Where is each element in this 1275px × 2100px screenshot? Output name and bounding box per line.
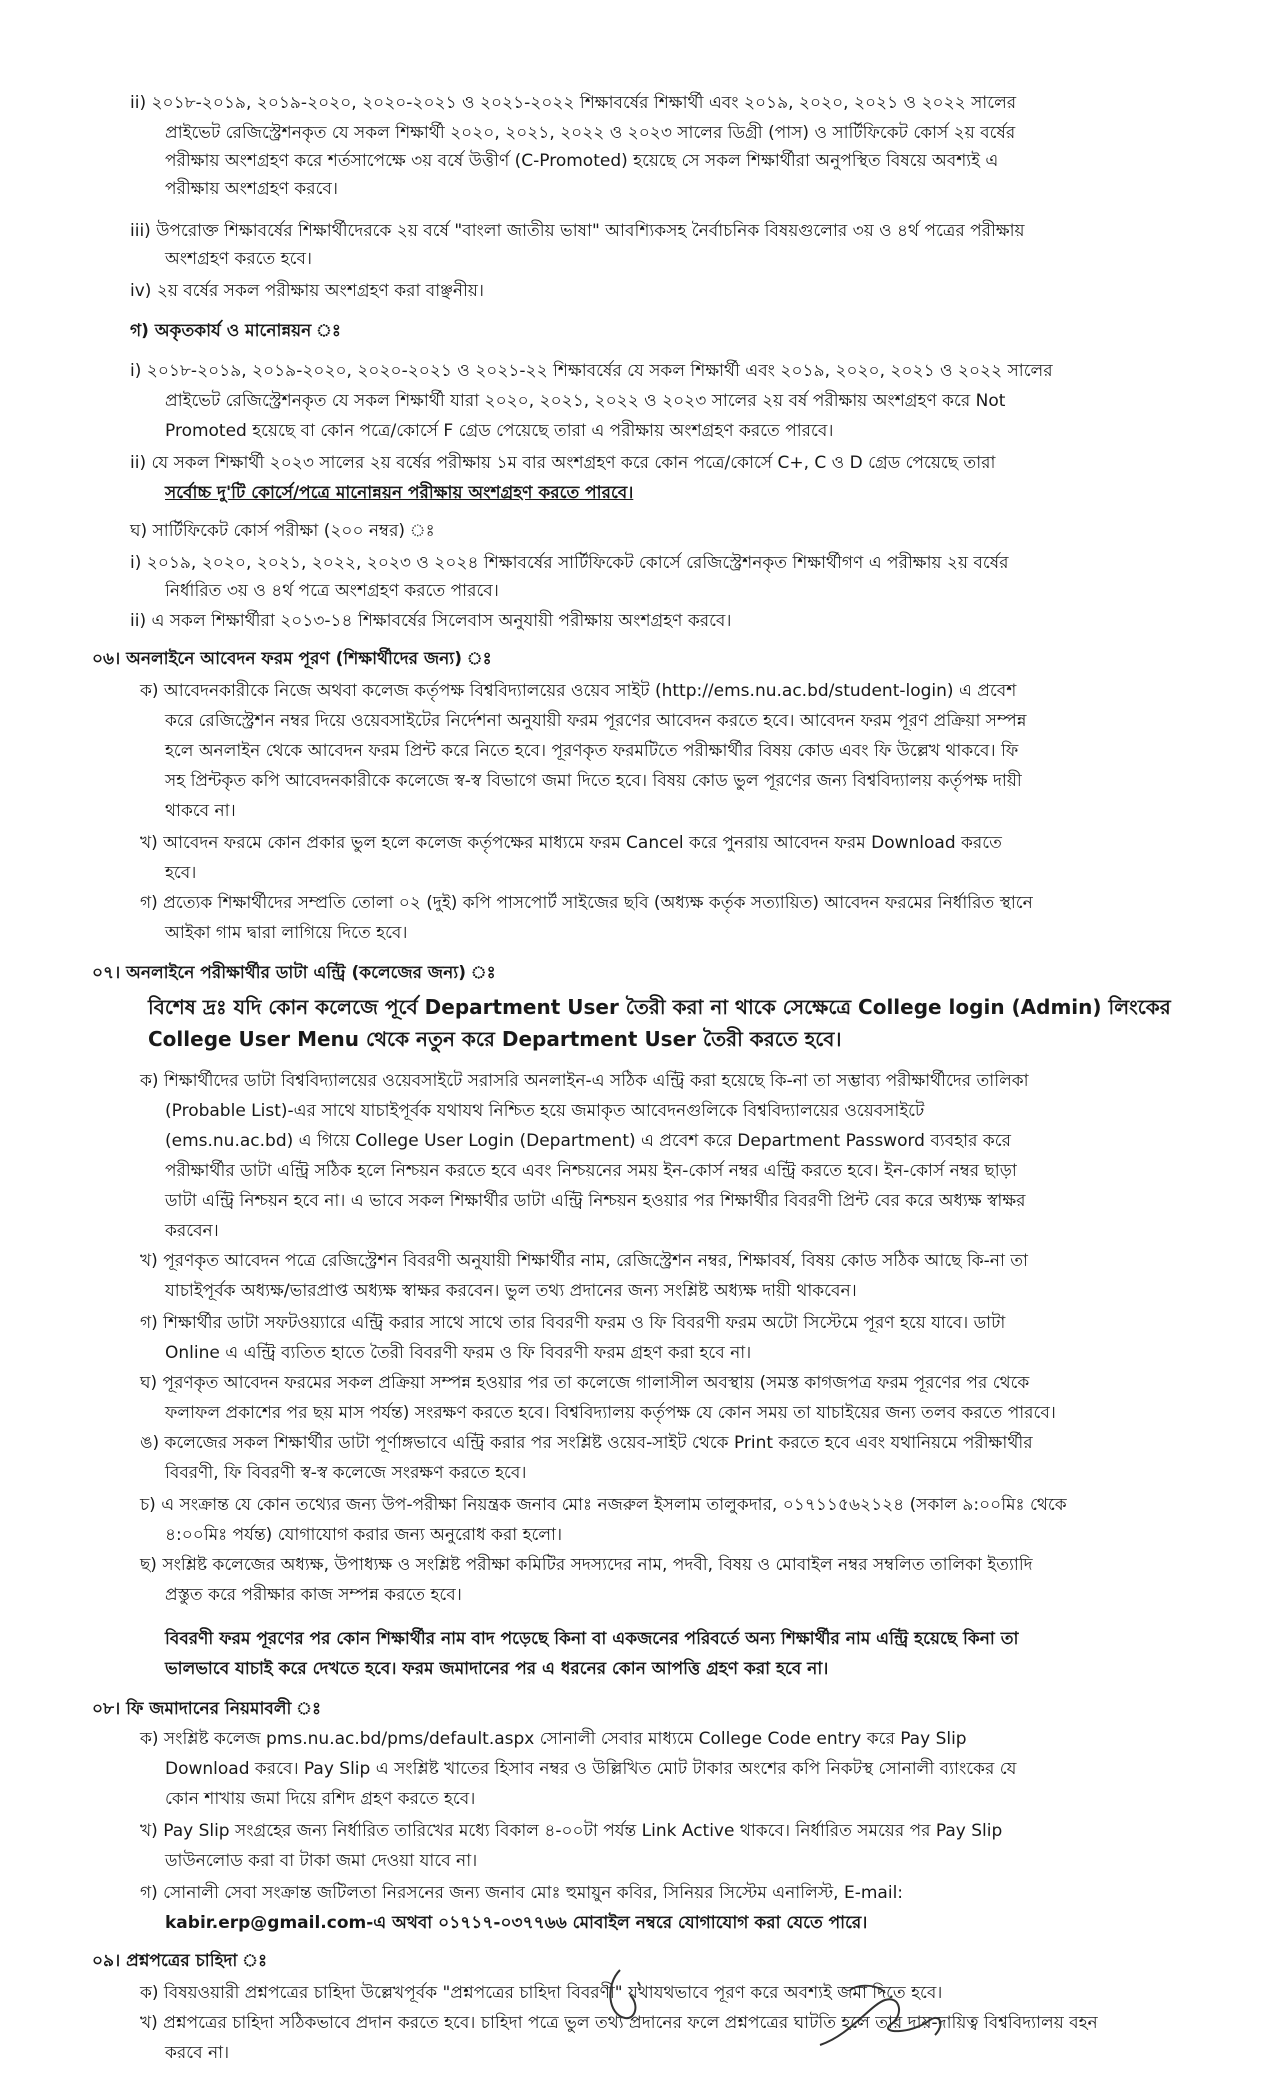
text-line: যাচাইপূর্বক অধ্যক্ষ/ভারপ্রাপ্ত অধ্যক্ষ স্বাক্ষর করবেন। ভুল তথ্য প্রদানের জন্য সংশ্লিষ্ট অধ্যক্ষ দায়ী থাকবেন। [165, 1281, 857, 1301]
text-line: ছ) সংশ্লিষ্ট কলেজের অধ্যক্ষ, উপাধ্যক্ষ ও সংশ্লিষ্ট পরীক্ষা কমিটির সদস্যদের নাম, পদবী, বিষয় ও মোবাইল নম্বর সম্বলিত তালিকা ইত্যাদি [140, 1555, 1033, 1575]
text-line: পরীক্ষার্থীর ডাটা এন্ট্রি সঠিক হলে নিশ্চয়ন করতে হবে এবং নিশ্চয়নের সময় ইন-কোর্স নম্বর এন্ট্রি করতে হবে। ইন-কোর্স নম্বর ছাড়া [165, 1161, 1017, 1181]
text-line: পরীক্ষায় অংশগ্রহণ করে শর্তসাপেক্ষে ৩য় বর্ষে উত্তীর্ণ (C-Promoted) হয়েছে সে সকল শিক্ষার্থীরা অনুপস্থিত বিষয়ে অবশ্যই এ [165, 151, 999, 171]
text-line: ঘ) পূরণকৃত আবেদন ফরমের সকল প্রক্রিয়া সম্পন্ন হওয়ার পর তা কলেজে গালাসীল অবস্থায় (সমস্ত কাগজপত্র ফরম পূরণের পর থেকে [140, 1373, 1030, 1393]
text-line: ii) এ সকল শিক্ষার্থীরা ২০১৩-১৪ শিক্ষাবর্ষের সিলেবাস অনুযায়ী পরীক্ষায় অংশগ্রহণ করবে। [130, 611, 732, 631]
text-line: করে রেজিস্ট্রেশন নম্বর দিয়ে ওয়েবসাইটের নির্দেশনা অনুযায়ী ফরম পূরণের আবেদন করতে হবে। আবেদন ফরম পূরণ প্রক্রিয়া সম্পন্ন [165, 711, 1027, 731]
text-line: কোন শাখায় জমা দিয়ে রশিদ গ্রহণ করতে হবে। [165, 1789, 476, 1809]
text-line: খ) Pay Slip সংগ্রহের জন্য নির্ধারিত তারিখের মধ্যে বিকাল ৪-০০টা পর্যন্ত Link Active থাকবে। নির্ধারিত সময়ের পর Pay Slip [140, 1821, 1003, 1841]
text-line: ক) বিষয়ওয়ারী প্রশ্নপত্রের চাহিদা উল্লেখপূর্বক "প্রশ্নপত্রের চাহিদা বিবরণী" যথাযথভাবে পূরণ করে অবশ্যই জমা দিতে হবে। [140, 1983, 943, 2003]
text-line: ঘ) সার্টিফিকেট কোর্স পরীক্ষা (২০০ নম্বর) ঃ [130, 521, 435, 541]
text-line: করবেন। [165, 1221, 219, 1241]
text-line: i) ২০১৯, ২০২০, ২০২১, ২০২২, ২০২৩ ও ২০২৪ শিক্ষাবর্ষের সার্টিফিকেট কোর্সে রেজিস্ট্রেশনকৃত শিক্ষার্থীগণ এ পরীক্ষায় ২য় বর্ষের [130, 553, 1009, 573]
text-line: College User Menu থেকে নতুন করে Department User তৈরী করতে হবে। [148, 1027, 842, 1051]
signature [810, 1975, 960, 2065]
text-line: ডাউনলোড করা বা টাকা জমা দেওয়া যাবে না। [165, 1851, 478, 1871]
text-line: ii) ২০১৮-২০১৯, ২০১৯-২০২০, ২০২০-২০২১ ও ২০২১-২০২২ শিক্ষাবর্ষের শিক্ষার্থী এবং ২০১৯, ২০২০, ২০২১ ও ২০২২ সালের [130, 93, 1017, 113]
text-line: সহ প্রিন্টকৃত কপি আবেদনকারীকে কলেজে স্ব-স্ব বিভাগে জমা দিতে হবে। বিষয় কোড ভুল পূরণের জন্য বিশ্ববিদ্যালয় কর্তৃপক্ষ দায়ী [165, 771, 1022, 791]
text-line: অংশগ্রহণ করতে হবে। [165, 249, 312, 269]
text-line: বিশেষ দ্রঃ যদি কোন কলেজে পূর্বে Department User তৈরী করা না থাকে সেক্ষেত্রে College login (Admin) লিংকের [148, 995, 1171, 1019]
text-line: হলে অনলাইন থেকে আবেদন ফরম প্রিন্ট করে নিতে হবে। পূরণকৃত ফরমটিতে পরীক্ষার্থীর বিষয় কোড এবং ফি উল্লেখ থাকবে। ফি [165, 741, 1019, 761]
text-line: ক) শিক্ষার্থীদের ডাটা বিশ্ববিদ্যালয়ের ওয়েবসাইটে সরাসরি অনলাইন-এ সঠিক এন্ট্রি করা হয়েছে কি-না তা সম্ভাব্য পরীক্ষার্থীদের তালিকা [140, 1071, 1029, 1091]
text-line: প্রাইভেট রেজিস্ট্রেশনকৃত যে সকল শিক্ষার্থী যারা ২০২০, ২০২১, ২০২২ ও ২০২৩ সালের ২য় বর্ষ পরীক্ষায় অংশগ্রহণ করে Not [165, 391, 1006, 411]
text-line: ০৯। প্রশ্নপত্রের চাহিদা ঃ [92, 1951, 268, 1971]
text-line: ০৬। অনলাইনে আবেদন ফরম পূরণ (শিক্ষার্থীদের জন্য) ঃ [92, 649, 492, 669]
text-line: খ) প্রশ্নপত্রের চাহিদা সঠিকভাবে প্রদান করতে হবে। চাহিদা পত্রে ভুল তথ্য প্রদানের ফলে প্রশ্নপত্রের ঘাটতি হলে তার দায়-দায়িত্ব বিশ্ববিদ্যালয় বহন [140, 2013, 1098, 2033]
text-line: গ) শিক্ষার্থীর ডাটা সফটওয়্যারে এন্ট্রি করার সাথে সাথে তার বিবরণী ফরম ও ফি বিবরণী ফরম অটো সিস্টেমে পূরণ হয়ে যাবে। ডাটা [140, 1313, 1006, 1333]
text-line: ০৭। অনলাইনে পরীক্ষার্থীর ডাটা এন্ট্রি (কলেজের জন্য) ঃ [92, 963, 496, 983]
text-line: গ) প্রত্যেক শিক্ষার্থীদের সম্প্রতি তোলা ০২ (দুই) কপি পাসপোর্ট সাইজের ছবি (অধ্যক্ষ কর্তৃক সত্যায়িত) আবেদন ফরমের নির্ধারিত স্থানে [140, 893, 1033, 913]
text-line: চ) এ সংক্রান্ত যে কোন তথ্যের জন্য উপ-পরীক্ষা নিয়ন্ত্রক জনাব মোঃ নজরুল ইসলাম তালুকদার, ০১৭১১৫৬২১২৪ (সকাল ৯:০০মিঃ থেকে [140, 1495, 1067, 1515]
initials-signature [600, 1960, 660, 2030]
text-line: খ) পূরণকৃত আবেদন পত্রে রেজিস্ট্রেশন বিবরণী অনুযায়ী শিক্ষার্থীর নাম, রেজিস্ট্রেশন নম্বর, শিক্ষাবর্ষ, বিষয় কোড সঠিক আছে কি-না তা [140, 1251, 1028, 1271]
text-line: প্রস্তুত করে পরীক্ষার কাজ সম্পন্ন করতে হবে। [165, 1585, 462, 1605]
text-line: Download করবে। Pay Slip এ সংশ্লিষ্ট খাতের হিসাব নম্বর ও উল্লিখিত মোট টাকার অংশের কপি নিকটস্থ সোনালী ব্যাংকের যে [165, 1759, 1017, 1779]
text-line: ঙ) কলেজের সকল শিক্ষার্থীর ডাটা পূর্ণাঙ্গভাবে এন্ট্রি করার পর সংশ্লিষ্ট ওয়েব-সাইট থেকে Print করতে হবে এবং যথানিয়মে পরীক্ষার্থীর [140, 1433, 1033, 1453]
text-line: বিবরণী, ফি বিবরণী স্ব-স্ব কলেজে সংরক্ষণ করতে হবে। [165, 1463, 527, 1483]
text-line: নির্ধারিত ৩য় ও ৪র্থ পত্রে অংশগ্রহণ করতে পারবে। [165, 581, 499, 601]
text-line: হবে। [165, 863, 197, 883]
text-line: ক) আবেদনকারীকে নিজে অথবা কলেজ কর্তৃপক্ষ বিশ্ববিদ্যালয়ের ওয়েব সাইট (http://ems.nu.ac.bd/student-login) এ প্রবেশ [140, 681, 1017, 701]
text-line: ক) সংশ্লিষ্ট কলেজ pms.nu.ac.bd/pms/default.aspx সোনালী সেবার মাধ্যমে College Code entry করে Pay Slip [140, 1729, 967, 1749]
text-line: ফলাফল প্রকাশের পর ছয় মাস পর্যন্ত) সংরক্ষণ করতে হবে। বিশ্ববিদ্যালয় কর্তৃপক্ষ যে কোন সময় তা যাচাইয়ের জন্য তলব করতে পারবে। [165, 1403, 1056, 1423]
text-line: (Probable List)-এর সাথে যাচাইপূর্বক যথাযথ নিশ্চিত হয়ে জমাকৃত আবেদনগুলিকে বিশ্ববিদ্যালয়ের ওয়েবসাইটে [165, 1101, 925, 1121]
text-line: Promoted হয়েছে বা কোন পত্রে/কোর্সে F গ্রেড পেয়েছে তারা এ পরীক্ষায় অংশগ্রহণ করতে পারবে। [165, 421, 834, 441]
text-line: ভালভাবে যাচাই করে দেখতে হবে। ফরম জমাদানের পর এ ধরনের কোন আপত্তি গ্রহণ করা হবে না। [165, 1659, 829, 1679]
text-line: বিবরণী ফরম পূরণের পর কোন শিক্ষার্থীর নাম বাদ পড়েছে কিনা বা একজনের পরিবর্তে অন্য শিক্ষার্থীর নাম এন্ট্রি হয়েছে কিনা তা [165, 1629, 1019, 1649]
text-line: পরীক্ষায় অংশগ্রহণ করবে। [165, 179, 338, 199]
text-line: ডাটা এন্ট্রি নিশ্চয়ন হবে না। এ ভাবে সকল শিক্ষার্থীর ডাটা এন্ট্রি নিশ্চয়ন হওয়ার পর শিক্ষার্থীর বিবরণী প্রিন্ট বের করে অধ্যক্ষ স্বাক্ষর [165, 1191, 1026, 1211]
text-line: আইকা গাম দ্বারা লাগিয়ে দিতে হবে। [165, 923, 408, 943]
text-line: গ) অকৃতকার্য ও মানোন্নয়ন ঃ [130, 321, 341, 341]
text-line: খ) আবেদন ফরমে কোন প্রকার ভুল হলে কলেজ কর্তৃপক্ষের মাধ্যমে ফরম Cancel করে পুনরায় আবেদন ফরম Download করতে [140, 833, 1002, 853]
text-line: kabir.erp@gmail.com-এ অথবা ০১৭১৭-০৩৭৭৬৬ মোবাইল নম্বরে যোগাযোগ করা যেতে পারে। [165, 1913, 868, 1933]
text-line: করবে না। [165, 2043, 230, 2063]
text-line: iv) ২য় বর্ষের সকল পরীক্ষায় অংশগ্রহণ করা বাঞ্ছনীয়। [130, 281, 484, 301]
text-line: সর্বোচ্চ দু'টি কোর্সে/পত্রে মানোন্নয়ন পরীক্ষায় অংশগ্রহণ করতে পারবে। [165, 483, 634, 503]
text-line: গ) সোনালী সেবা সংক্রান্ত জটিলতা নিরসনের জন্য জনাব মোঃ হুমায়ুন কবির, সিনিয়র সিস্টেম এনালিস্ট, E-mail: [140, 1883, 904, 1903]
text-line: ০৮। ফি জমাদানের নিয়মাবলী ঃ [92, 1699, 322, 1719]
text-line: (ems.nu.ac.bd) এ গিয়ে College User Login (Department) এ প্রবেশ করে Department Password ব্যবহার করে [165, 1131, 1011, 1151]
text-line: Online এ এন্ট্রি ব্যতিত হাতে তৈরী বিবরণী ফরম ও ফি বিবরণী ফরম গ্রহণ করা হবে না। [165, 1343, 752, 1363]
text-line: প্রাইভেট রেজিস্ট্রেশনকৃত যে সকল শিক্ষার্থী ২০২০, ২০২১, ২০২২ ও ২০২৩ সালের ডিগ্রী (পাস) ও সার্টিফিকেট কোর্স ২য় বর্ষের [165, 123, 1016, 143]
text-line: থাকবে না। [165, 801, 236, 821]
text-line: ৪:০০মিঃ পর্যন্ত) যোগাযোগ করার জন্য অনুরোধ করা হলো। [165, 1525, 563, 1545]
text-line: iii) উপরোক্ত শিক্ষাবর্ষের শিক্ষার্থীদেরকে ২য় বর্ষে "বাংলা জাতীয় ভাষা" আবশ্যিকসহ নৈর্বাচনিক বিষয়গুলোর ৩য় ও ৪র্থ পত্রের পরীক্ষায় [130, 221, 1025, 241]
text-line: i) ২০১৮-২০১৯, ২০১৯-২০২০, ২০২০-২০২১ ও ২০২১-২২ শিক্ষাবর্ষের যে সকল শিক্ষার্থী এবং ২০১৯, ২০২০, ২০২১ ও ২০২২ সালের [130, 361, 1053, 381]
text-line: ii) যে সকল শিক্ষার্থী ২০২৩ সালের ২য় বর্ষের পরীক্ষায় ১ম বার অংশগ্রহণ করে কোন পত্রে/কোর্সে C+, C ও D গ্রেড পেয়েছে তারা [130, 453, 996, 473]
